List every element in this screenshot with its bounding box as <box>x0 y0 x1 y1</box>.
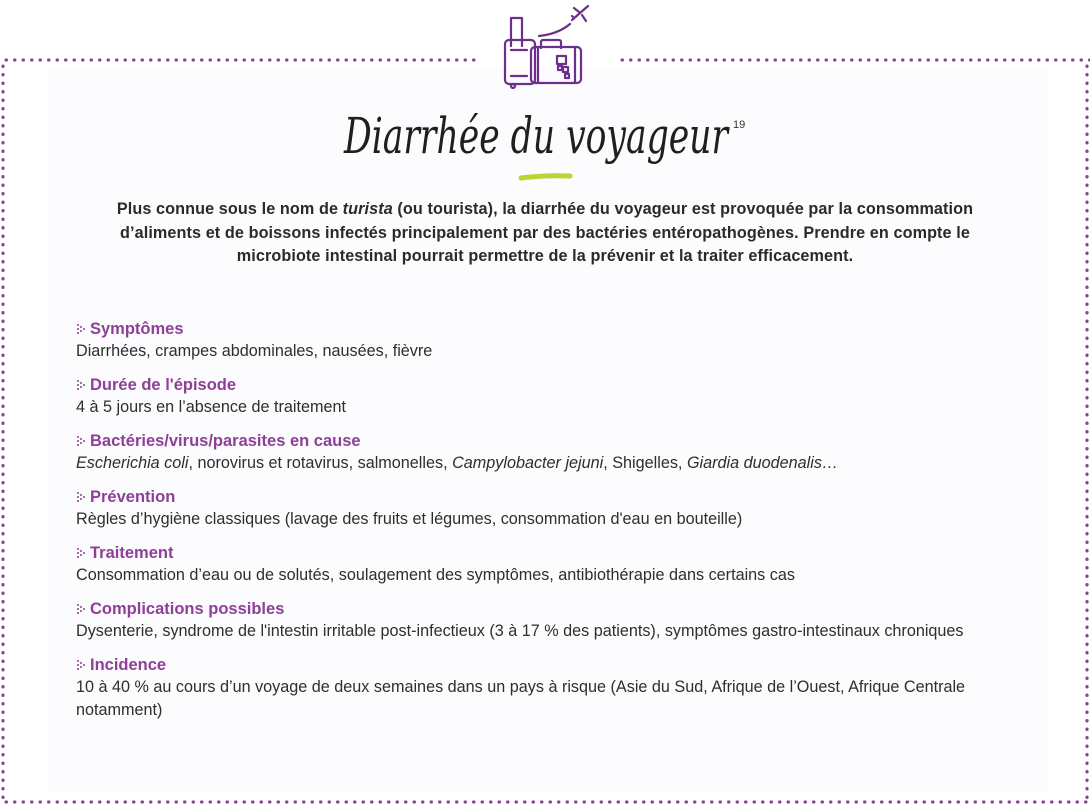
italic-text: Escherichia coli <box>76 454 189 472</box>
title-underline <box>521 176 570 178</box>
italic-text: Giardia duodenalis… <box>686 454 839 472</box>
dotted-triangle-arrow-icon <box>76 323 86 335</box>
section-complications <box>76 598 1036 643</box>
luggage-airplane-icon <box>500 2 592 90</box>
section-body <box>76 620 966 643</box>
text-run: , Shigelles, <box>603 454 687 472</box>
text-run: Plus connue sous le nom de <box>116 200 343 218</box>
dotted-triangle-arrow-icon <box>76 435 86 447</box>
section-heading: Complications possibles <box>90 599 285 618</box>
section-body <box>76 452 1036 475</box>
dotted-triangle-arrow-icon <box>76 603 86 615</box>
text-run: Diarrhées, crampes abdominales, nausées, fièvre <box>76 342 433 360</box>
text-run: Consommation d’eau ou de solutés, soulagement des symptômes, antibiothérapie dans certains cas <box>76 566 795 584</box>
text-run: 4 à 5 jours en l’absence de traitement <box>76 398 346 416</box>
frame-top-right-dots <box>618 58 1090 62</box>
section-body <box>76 564 1036 587</box>
section-incidence <box>76 654 1036 722</box>
section-traitement <box>76 542 1036 587</box>
frame-top-left-dots <box>2 58 476 62</box>
title-text: Diarrhée du voyageur <box>343 107 731 165</box>
frame-bottom-dots <box>2 800 1090 804</box>
info-sections <box>76 318 1036 733</box>
title-footnote-ref: 19 <box>733 119 746 131</box>
page-title <box>330 95 760 195</box>
frame-right-dots <box>1085 62 1089 804</box>
section-heading: Traitement <box>90 543 174 562</box>
section-heading: Durée de l'épisode <box>90 375 237 394</box>
dotted-triangle-arrow-icon <box>76 659 86 671</box>
section-heading: Bactéries/virus/parasites en cause <box>90 431 361 450</box>
text-run: Dysenterie, syndrome de l'intestin irritable post-infectieux (3 à 17 % des patients), symptômes gastro-intestinaux chroniques <box>76 622 964 640</box>
section-body <box>76 340 1036 363</box>
dotted-triangle-arrow-icon <box>76 491 86 503</box>
text-run: , norovirus et rotavirus, salmonelles, <box>188 454 453 472</box>
section-body <box>76 676 1026 722</box>
dotted-triangle-arrow-icon <box>76 379 86 391</box>
section-heading: Symptômes <box>90 319 184 338</box>
intro-paragraph <box>100 198 990 269</box>
section-heading: Incidence <box>90 655 167 674</box>
section-prevention <box>76 486 1036 531</box>
section-duree <box>76 374 1036 419</box>
italic-text: turista <box>342 200 393 218</box>
section-pathogenes <box>76 430 1036 475</box>
italic-text: Campylobacter jejuni <box>452 454 604 472</box>
section-heading: Prévention <box>90 487 176 506</box>
section-body <box>76 396 1036 419</box>
section-symptomes <box>76 318 1036 363</box>
text-run: (ou tourista), la diarrhée du voyageur est provoquée par la consommation d’aliments et de boissons infectés principalement par des bactéries entéropathogènes. Prendre en compte le microbiote intestinal pourrait permettre de la prévenir et la traiter efficacement. <box>120 200 974 265</box>
text-run: Règles d’hygiène classiques (lavage des fruits et légumes, consommation d'eau en bouteille) <box>76 510 743 528</box>
frame-left-dots <box>1 62 5 804</box>
section-body <box>76 508 1036 531</box>
dotted-triangle-arrow-icon <box>76 547 86 559</box>
text-run: 10 à 40 % au cours d’un voyage de deux semaines dans un pays à risque (Asie du Sud, Afrique de l’Ouest, Afrique Centrale notamment) <box>76 678 966 719</box>
